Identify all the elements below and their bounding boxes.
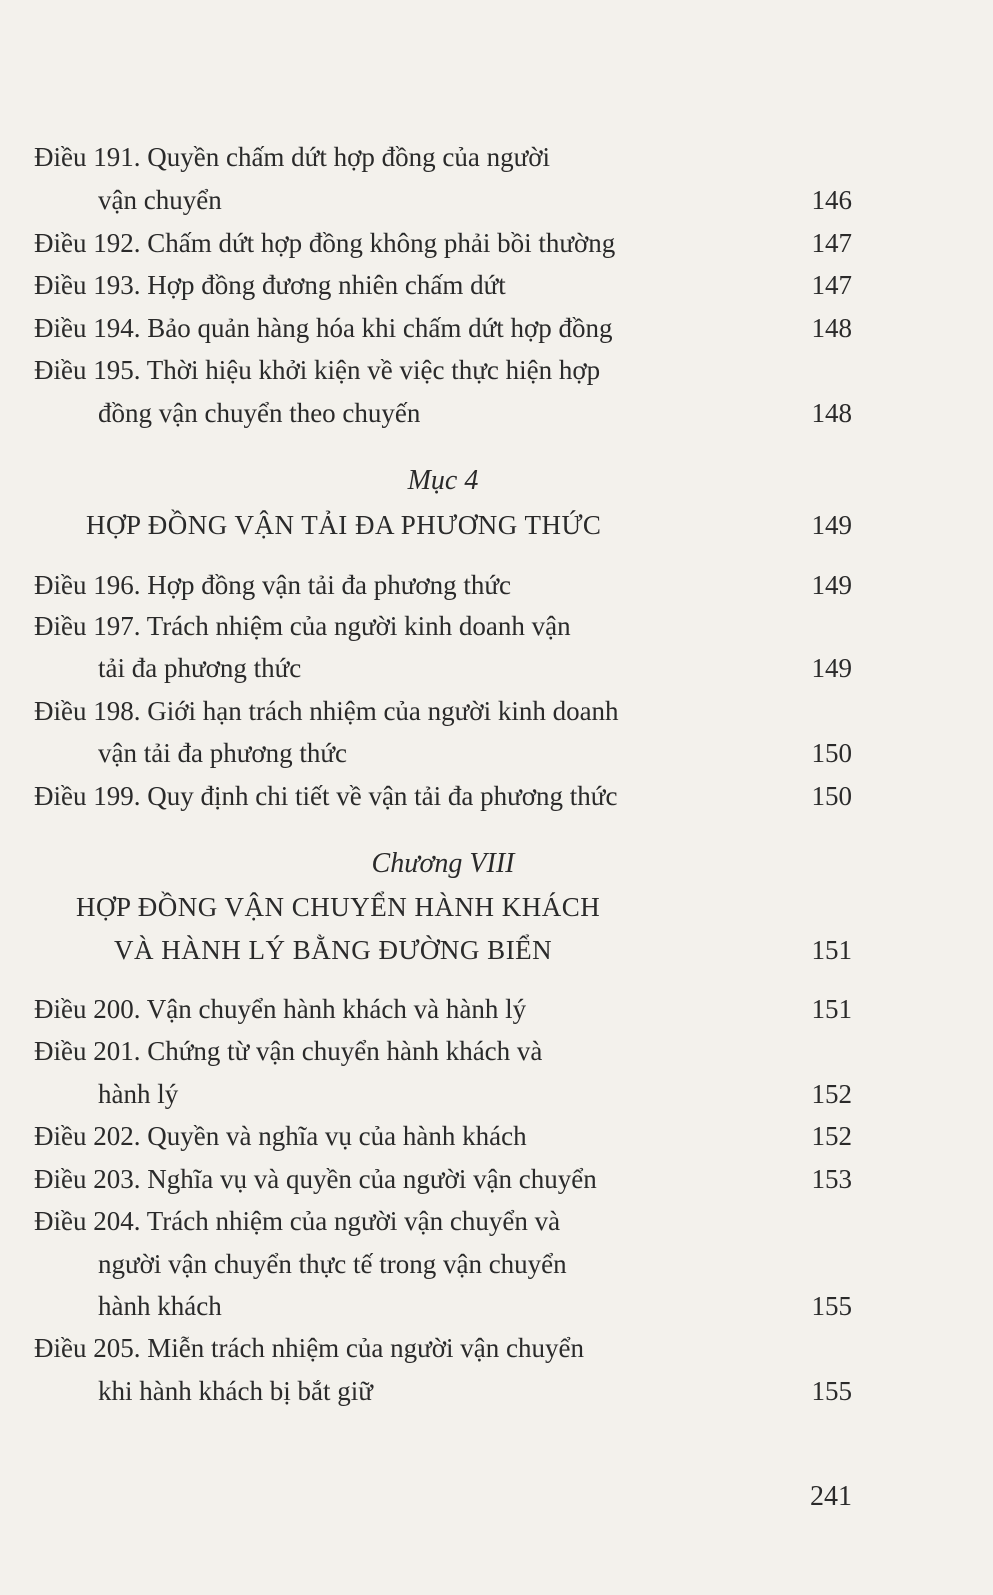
toc-entry-title-cont: tải đa phương thức	[98, 653, 302, 683]
toc-page-number: 149	[811, 570, 852, 600]
toc-entry-title: Điều 201. Chứng từ vận chuyển hành khách và	[34, 1036, 543, 1066]
toc-page-number: 149	[811, 653, 852, 683]
toc-entry-title-cont: đồng vận chuyển theo chuyến	[98, 398, 421, 428]
toc-page-number: 150	[811, 781, 852, 811]
toc-entry-title: Điều 203. Nghĩa vụ và quyền của người vận chuyển	[34, 1164, 597, 1194]
toc-page-number: 155	[811, 1291, 852, 1321]
toc-entry-title: Điều 191. Quyền chấm dứt hợp đồng của người	[34, 142, 550, 172]
toc-entry-title: Điều 194. Bảo quản hàng hóa khi chấm dứt hợp đồng	[34, 313, 613, 343]
section-label-muc-4: Mục 4	[407, 465, 479, 496]
toc-page-number: 153	[811, 1164, 852, 1194]
toc-page-number: 148	[811, 398, 852, 428]
toc-page-number: 151	[811, 935, 852, 965]
toc-entry-title: Điều 202. Quyền và nghĩa vụ của hành khách	[34, 1121, 527, 1151]
toc-page-number: 148	[811, 313, 852, 343]
toc-entry-title: Điều 199. Quy định chi tiết về vận tải đa phương thức	[34, 781, 618, 811]
toc-entry-title: Điều 192. Chấm dứt hợp đồng không phải bồi thường	[34, 228, 616, 258]
toc-entry-title: Điều 196. Hợp đồng vận tải đa phương thức	[34, 570, 511, 600]
toc-entry-title-cont: khi hành khách bị bắt giữ	[98, 1376, 373, 1406]
toc-page-number: 152	[811, 1079, 852, 1109]
toc-page-number: 149	[811, 510, 852, 540]
toc-page-number: 147	[811, 270, 852, 300]
toc-entry-title: Điều 198. Giới hạn trách nhiệm của người kinh doanh	[34, 696, 619, 726]
chapter-title: HỢP ĐỒNG VẬN CHUYỂN HÀNH KHÁCH	[76, 892, 601, 922]
page-number: 241	[810, 1481, 852, 1512]
toc-entry-title: Điều 193. Hợp đồng đương nhiên chấm dứt	[34, 270, 506, 300]
toc-page-number: 155	[811, 1376, 852, 1406]
toc-page-number: 146	[811, 185, 852, 215]
chapter-title: VÀ HÀNH LÝ BẰNG ĐƯỜNG BIỂN	[114, 935, 553, 965]
toc-entry-title: Điều 197. Trách nhiệm của người kinh doanh vận	[34, 611, 571, 641]
toc-page-number: 150	[811, 738, 852, 768]
chapter-label-viii: Chương VIII	[371, 848, 515, 879]
toc-entry-title-cont: vận tải đa phương thức	[98, 738, 347, 768]
toc-entry-title: Điều 200. Vận chuyển hành khách và hành lý	[34, 994, 527, 1024]
toc-entry-title: Điều 205. Miễn trách nhiệm của người vận chuyển	[34, 1333, 585, 1363]
toc-entry-title-cont: hành khách	[98, 1291, 222, 1321]
toc-page-number: 152	[811, 1121, 852, 1151]
toc-entry-title: Điều 204. Trách nhiệm của người vận chuyển và	[34, 1206, 561, 1236]
toc-entry-title-cont: người vận chuyển thực tế trong vận chuyển	[98, 1249, 567, 1279]
toc-page-number: 151	[811, 994, 852, 1024]
toc-entry-title-cont: hành lý	[98, 1079, 179, 1109]
toc-entry-title-cont: vận chuyển	[98, 185, 222, 215]
toc-entry-title: Điều 195. Thời hiệu khởi kiện về việc thực hiện hợp	[34, 355, 601, 385]
toc-page-number: 147	[811, 228, 852, 258]
section-title: HỢP ĐỒNG VẬN TẢI ĐA PHƯƠNG THỨC	[86, 510, 602, 540]
